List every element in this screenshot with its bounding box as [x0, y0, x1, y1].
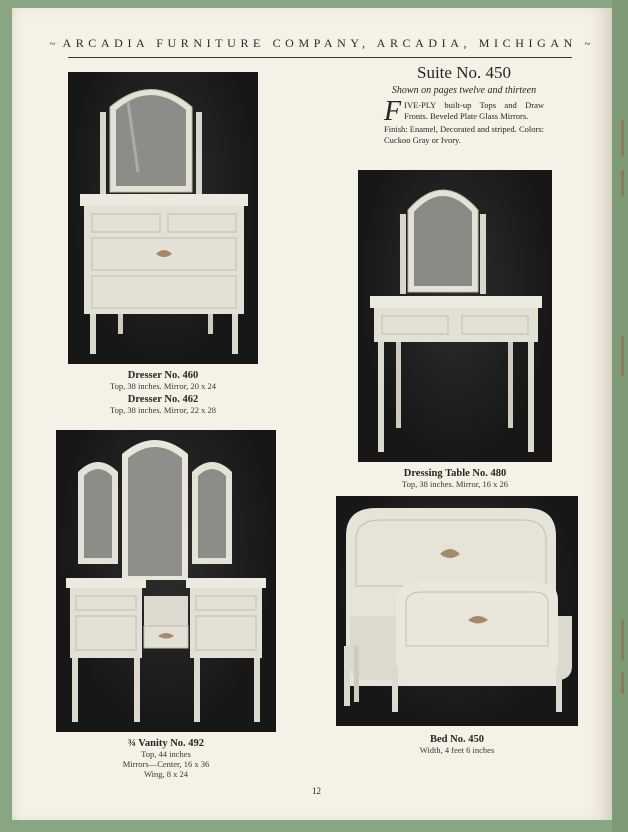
bed-photo	[336, 496, 578, 726]
catalog-page	[12, 8, 612, 820]
dressing-table-photo	[358, 170, 552, 462]
vanity-caption	[56, 738, 276, 779]
bed-illustration	[336, 496, 578, 726]
vanity-illustration	[56, 430, 276, 732]
binding-stitch	[621, 170, 624, 196]
binding-stitch	[621, 672, 624, 694]
suite-description	[384, 63, 544, 145]
dressing-table-illustration	[358, 170, 552, 462]
header-ornament-left: ~	[49, 38, 56, 50]
dresser-462-specs: Top, 38 inches. Mirror, 22 x 28	[109, 405, 216, 415]
suite-body	[384, 96, 544, 127]
dressing-table-caption	[358, 468, 552, 489]
vanity-specs-mirrors: Mirrors—Center, 16 x 36	[122, 759, 210, 769]
bed-caption	[336, 734, 578, 755]
suite-finish: Finish: Enamel, Decorated and striped. Colors: Cuckoo Gray or Ivory.	[384, 124, 544, 145]
dresser-caption	[68, 370, 258, 415]
page-number: 12	[312, 786, 321, 796]
vanity-photo	[56, 430, 276, 732]
vanity-specs-wing: Wing, 8 x 24	[143, 769, 189, 779]
suite-title: Suite No. 450	[417, 63, 511, 82]
suite-construction: IVE-PLY built-up Tops and Draw Fronts. Beveled Plate Glass Mirrors.	[404, 100, 544, 121]
drop-cap: F	[384, 96, 402, 127]
header-text: ARCADIA FURNITURE COMPANY, ARCADIA, MICHIGAN	[62, 36, 577, 50]
bed-title: Bed No. 450	[430, 734, 484, 745]
bed-specs: Width, 4 feet 6 inches	[419, 745, 495, 755]
dresser-photo	[68, 72, 258, 364]
header-ornament-right: ~	[584, 38, 591, 50]
dressing-table-title: Dressing Table No. 480	[403, 468, 507, 479]
dresser-illustration	[68, 72, 258, 364]
binding-stitch	[621, 336, 624, 376]
dressing-table-specs: Top, 38 inches. Mirror, 16 x 26	[401, 479, 508, 489]
vanity-title: ¾ Vanity No. 492	[127, 738, 205, 749]
header-rule	[68, 57, 572, 58]
page-header	[40, 36, 600, 58]
binding-edge	[612, 0, 628, 832]
binding-stitch	[621, 120, 624, 156]
dresser-462-title: Dresser No. 462	[127, 394, 199, 405]
binding-stitch	[621, 620, 624, 660]
suite-note: Shown on pages twelve and thirteen	[391, 85, 537, 96]
vanity-specs-top: Top, 44 inches	[141, 749, 191, 759]
dresser-460-specs: Top, 38 inches. Mirror, 20 x 24	[109, 381, 216, 391]
dresser-460-title: Dresser No. 460	[127, 370, 199, 381]
